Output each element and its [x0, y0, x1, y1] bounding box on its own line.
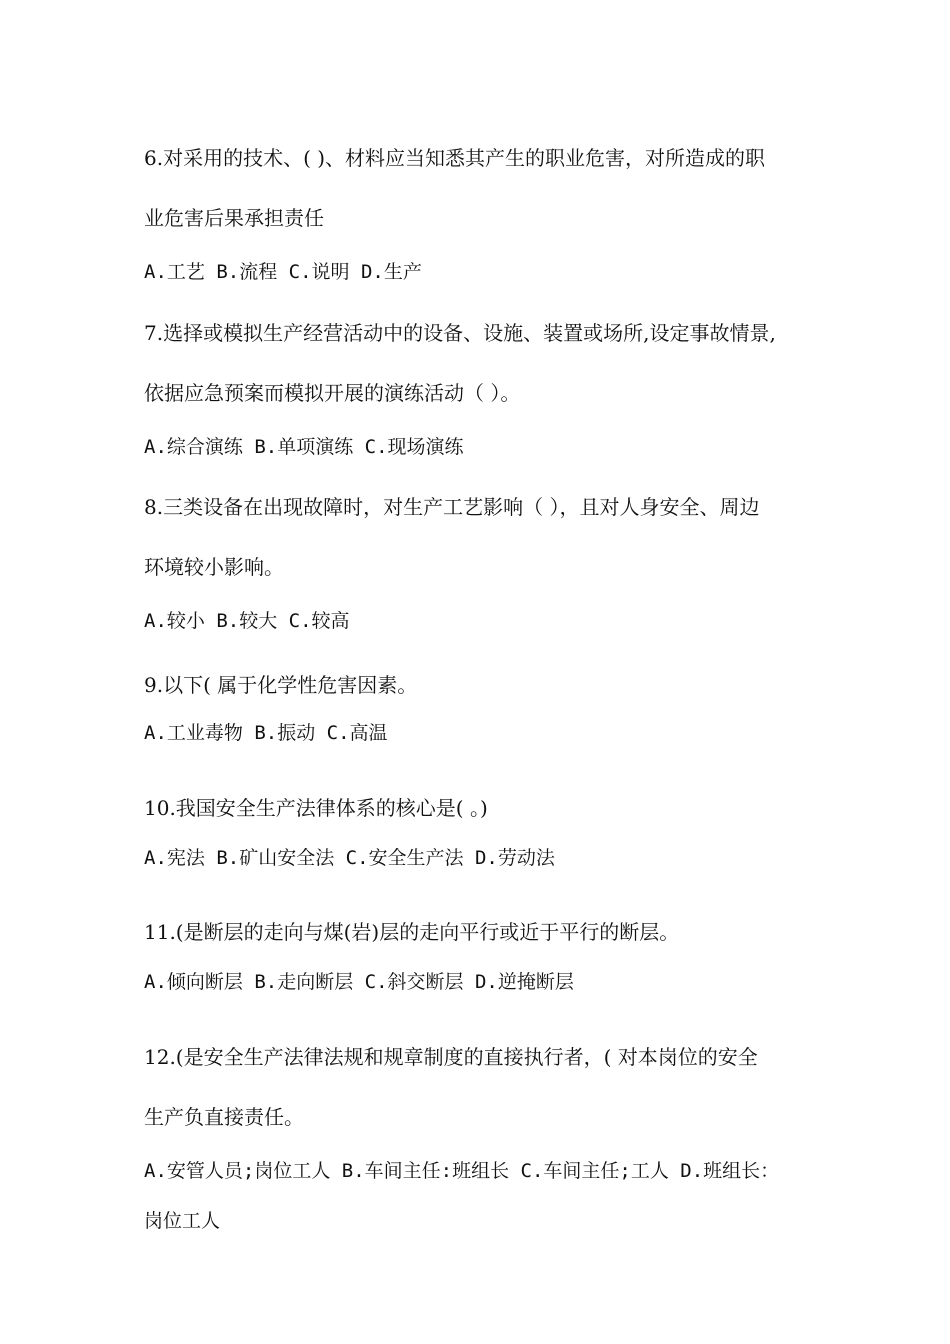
question-text: 9.以下( 属于化学性危害因素。: [144, 673, 418, 697]
question-text: 8.三类设备在出现故障时，对生产工艺影响（ ），且对人身安全、周边: [144, 495, 760, 519]
question-text: 业危害后果承担责任: [144, 206, 324, 230]
question-7: [144, 315, 814, 465]
answer-options: A.综合演练 B.单项演练 C.现场演练: [144, 436, 464, 458]
answer-options: A.倾向断层 B.走向断层 C.斜交断层 D.逆掩断层: [144, 971, 574, 993]
question-text: 6.对采用的技术、( )、材料应当知悉其产生的职业危害，对所造成的职: [144, 146, 766, 170]
question-text: 7.选择或模拟生产经营活动中的设备、设施、装置或场所,设定事故情景,: [144, 321, 776, 345]
question-6: [144, 140, 814, 290]
answer-options: A.宪法 B.矿山安全法 C.安全生产法 D.劳动法: [144, 847, 555, 869]
question-9: [144, 667, 814, 751]
question-text: 生产负直接责任。: [144, 1105, 304, 1129]
question-text: 环境较小影响。: [144, 555, 284, 579]
question-11: [144, 914, 814, 1000]
question-text: 依据应急预案而模拟开展的演练活动（ ）。: [144, 381, 521, 405]
answer-options: A.工业毒物 B.振动 C.高温: [144, 722, 388, 744]
answer-options: A.工艺 B.流程 C.说明 D.生产: [144, 261, 422, 283]
answer-options: 岗位工人: [144, 1210, 221, 1232]
answer-options: A.较小 B.较大 C.较高: [144, 610, 350, 632]
question-12: [144, 1039, 814, 1239]
question-text: 12.(是安全生产法律法规和规章制度的直接执行者，( 对本岗位的安全: [144, 1045, 758, 1069]
question-text: 10.我国安全生产法律体系的核心是( 。): [144, 796, 488, 820]
question-10: [144, 790, 814, 876]
question-8: [144, 489, 814, 639]
question-text: 11.(是断层的走向与煤(岩)层的走向平行或近于平行的断层。: [144, 920, 680, 944]
answer-options: A.安管人员;岗位工人 B.车间主任:班组长 C.车间主任;工人 D.班组长：: [144, 1160, 780, 1182]
